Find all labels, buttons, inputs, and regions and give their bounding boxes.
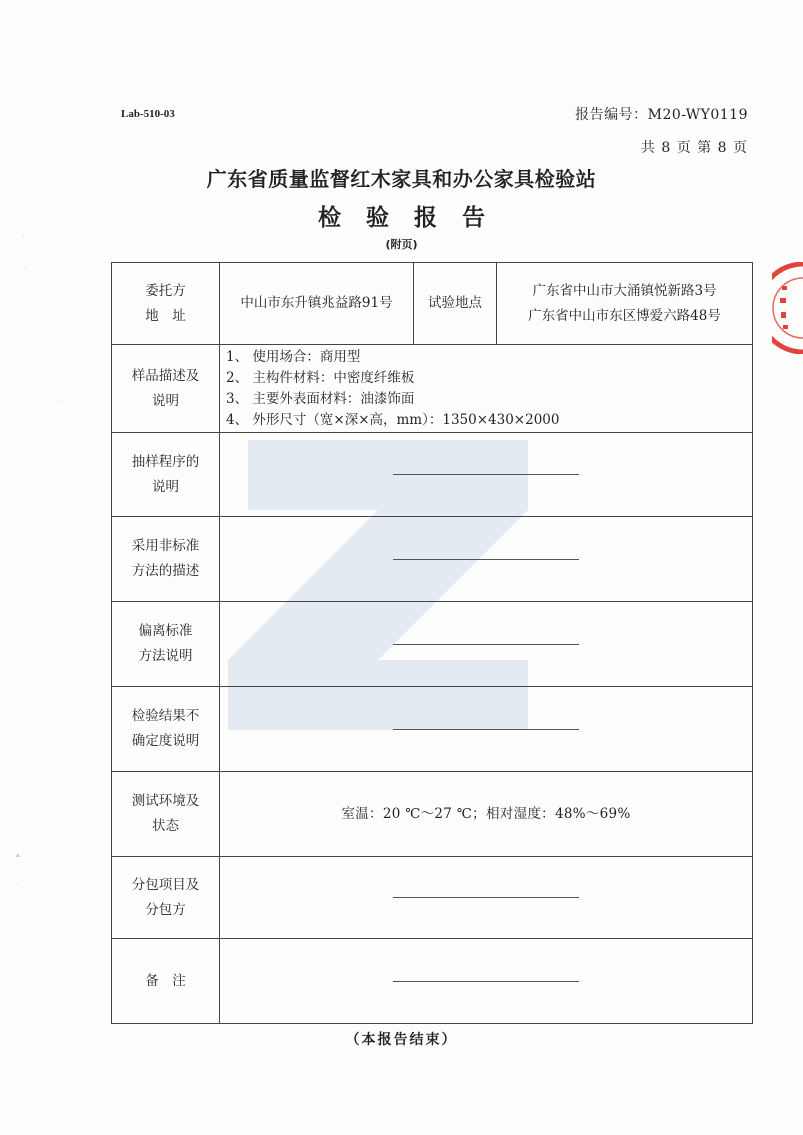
page-count: 共 8 页 第 8 页	[640, 140, 748, 156]
subcontract-label	[112, 857, 220, 939]
organization-name: 广东省质量监督红木家具和办公家具检验站	[206, 167, 597, 191]
uncertainty-label	[112, 687, 220, 772]
label-line: 分包方	[145, 901, 186, 918]
label-line: 说明	[152, 478, 179, 495]
sample-item: 2、 主构件材料：中密度纤维板	[226, 369, 415, 386]
client-address-value: 中山市东升镇兆益路91号	[220, 263, 414, 345]
environment-value: 室温：20 ℃～27 ℃；相对湿度：48%～69%	[220, 772, 753, 857]
sample-item: 4、 外形尺寸（宽×深×高，mm）：1350×430×2000	[226, 411, 560, 428]
report-end-note: （本报告结束）	[345, 1032, 458, 1048]
sampling-value	[220, 433, 753, 517]
subcontract-value	[220, 857, 753, 939]
row-nonstandard	[112, 517, 753, 602]
blank-line	[393, 644, 579, 645]
lab-code: Lab-510-03	[121, 108, 175, 120]
site-line: 广东省中山市东区博爱六路48号	[528, 307, 721, 324]
nonstandard-label	[112, 517, 220, 602]
uncertainty-value	[220, 687, 753, 772]
remarks-label: 备 注	[112, 939, 220, 1024]
row-uncertainty	[112, 687, 753, 772]
scan-speck: ·	[24, 264, 27, 272]
report-table	[111, 262, 753, 1024]
label-line: 采用非标准	[131, 538, 200, 554]
blank-line	[393, 729, 579, 730]
remarks-value	[220, 939, 753, 1024]
label-line: 说明	[152, 392, 179, 409]
sample-item: 3、 主要外表面材料：油漆饰面	[226, 390, 415, 407]
blank-line	[393, 897, 579, 898]
blank-line	[393, 559, 579, 560]
label-line: 分包项目及	[131, 876, 200, 893]
label-line: 样品描述及	[131, 367, 200, 384]
blank-line	[393, 474, 579, 475]
sample-item: 1、 使用场合：商用型	[226, 348, 361, 365]
label-line: 方法说明	[138, 648, 193, 664]
label-line: 检验结果不	[131, 708, 200, 724]
sample-description	[220, 345, 753, 433]
row-environment	[112, 772, 753, 857]
row-deviation	[112, 602, 753, 687]
deviation-value	[220, 602, 753, 687]
test-site-label: 试验地点	[414, 263, 497, 345]
label-line: 地 址	[145, 307, 186, 324]
nonstandard-value	[220, 517, 753, 602]
label-line: 委托方	[145, 282, 186, 299]
label-line: 确定度说明	[131, 733, 200, 749]
test-site-value	[497, 263, 753, 345]
label-line: 测试环境及	[131, 793, 200, 809]
label-line: 抽样程序的	[131, 453, 200, 470]
row-sample	[112, 345, 753, 433]
seal-stamp-icon	[772, 262, 803, 354]
report-number: 报告编号：M20-WY0119	[575, 107, 748, 123]
report-title: 检验报告	[318, 205, 510, 231]
report-subtitle: (附页)	[385, 238, 418, 251]
deviation-label	[112, 602, 220, 687]
row-sampling	[112, 433, 753, 517]
label-line: 偏离标准	[138, 623, 193, 639]
row-subcontract	[112, 857, 753, 939]
scan-speck: ·	[60, 398, 63, 406]
label-line: 状态	[152, 818, 179, 834]
scan-speck: ▴	[16, 851, 20, 859]
sampling-label	[112, 433, 220, 517]
site-line: 广东省中山市大涌镇悦新路3号	[532, 282, 717, 299]
row-client-address	[112, 263, 753, 345]
scan-speck: ·	[17, 880, 20, 888]
blank-line	[393, 981, 579, 982]
row-remarks	[112, 939, 753, 1024]
client-address-label	[112, 263, 220, 345]
label-line: 方法的描述	[131, 563, 200, 579]
environment-label	[112, 772, 220, 857]
sample-label	[112, 345, 220, 433]
scan-speck: ·	[22, 233, 25, 241]
